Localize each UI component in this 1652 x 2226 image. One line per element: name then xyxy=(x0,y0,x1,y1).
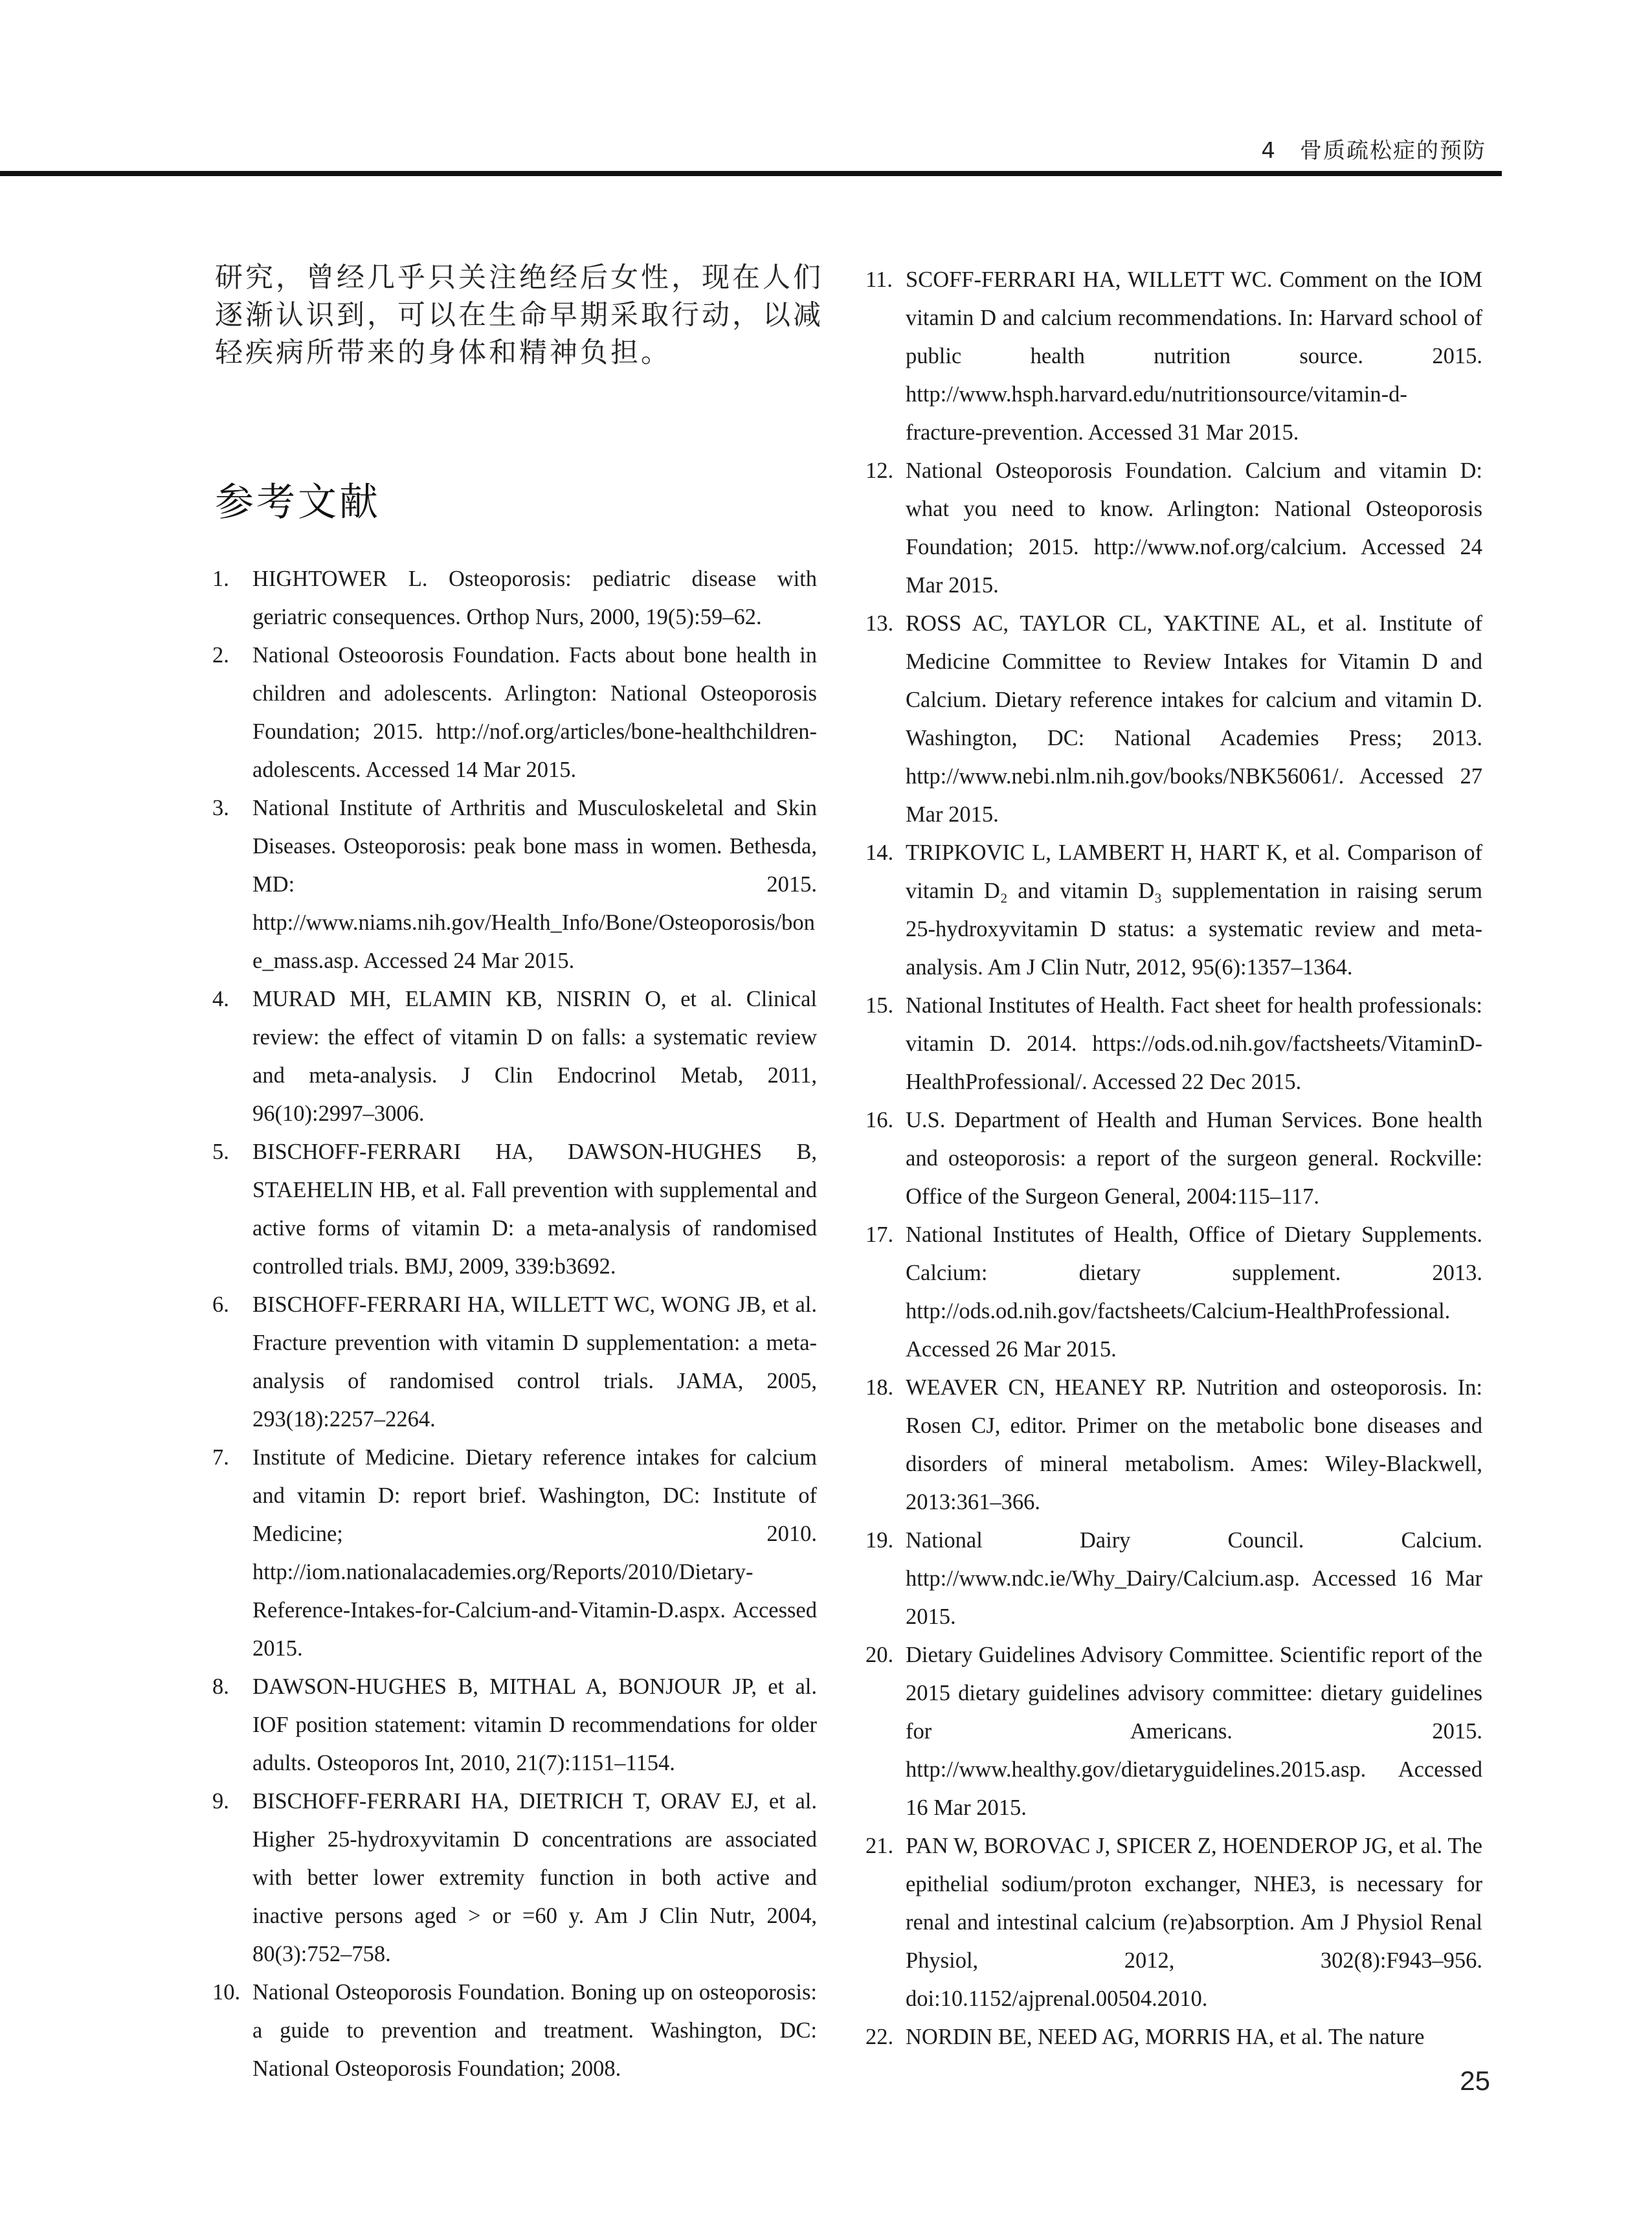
reference-text: ROSS AC, TAYLOR CL, YAKTINE AL, et al. Institute of Medicine Committee to Review Intakes for Vitamin D and Calcium. Dietary reference intakes for calcium and vitamin D. Washington, DC: National Academies Press; 2013. http://www.nebi.nlm.nih.gov/books/NBK56061/. Accessed 27 Mar 2015. xyxy=(906,611,1482,827)
reference-number: 16. xyxy=(865,1108,894,1132)
reference-number: 18. xyxy=(865,1375,894,1400)
reference-item xyxy=(212,1286,817,1439)
reference-item xyxy=(212,1133,817,1286)
reference-number: 8. xyxy=(212,1674,229,1699)
reference-text: National Osteoporosis Foundation. Calcium and vitamin D: what you need to know. Arlington: National Osteoporosis Foundation; 2015. http://www.nof.org/calcium. Accessed 24 Mar 2015. xyxy=(906,458,1482,598)
reference-item xyxy=(865,987,1482,1101)
reference-text: National Institutes of Health. Fact sheet for health professionals: vitamin D. 2014. https://ods.od.nih.gov/factsheets/VitaminD-HealthProfessional/. Accessed 22 Dec 2015. xyxy=(906,993,1482,1094)
reference-text: MURAD MH, ELAMIN KB, NISRIN O, et al. Clinical review: the effect of vitamin D on falls: a systematic review and meta-analysis. J Clin Endocrinol Metab, 2011, 96(10):2997–3006. xyxy=(252,987,817,1126)
reference-text: SCOFF-FERRARI HA, WILLETT WC. Comment on the IOM vitamin D and calcium recommendations. In: Harvard school of public health nutrition source. 2015. http://www.hsph.harvard.edu/nutritionsource/vitamin-d-fracture-prevention. Accessed 31 Mar 2015. xyxy=(906,267,1482,445)
reference-item xyxy=(865,261,1482,452)
reference-item xyxy=(212,636,817,789)
header-rule xyxy=(0,171,1502,176)
reference-number: 15. xyxy=(865,993,894,1018)
reference-number: 6. xyxy=(212,1292,229,1317)
reference-item xyxy=(865,2018,1482,2056)
reference-text: BISCHOFF-FERRARI HA, DAWSON-HUGHES B, STAEHELIN HB, et al. Fall prevention with supplemental and active forms of vitamin D: a meta-analysis of randomised controlled trials. BMJ, 2009, 339:b3692. xyxy=(252,1140,817,1279)
reference-item xyxy=(865,452,1482,605)
reference-number: 13. xyxy=(865,611,894,636)
reference-number: 21. xyxy=(865,1834,894,1858)
intro-line: 逐渐认识到，可以在生命早期采取行动，以减 xyxy=(215,299,823,332)
intro-line: 轻疾病所带来的身体和精神负担。 xyxy=(215,337,671,369)
reference-text: NORDIN BE, NEED AG, MORRIS HA, et al. The nature xyxy=(906,2025,1425,2049)
reference-text: National Dairy Council. Calcium. http://www.ndc.ie/Why_Dairy/Calcium.asp. Accessed 16 Mar 2015. xyxy=(906,1528,1482,1629)
reference-item xyxy=(865,1216,1482,1369)
reference-item xyxy=(865,605,1482,834)
reference-item xyxy=(865,834,1482,987)
reference-number: 20. xyxy=(865,1643,894,1667)
page-number: 25 xyxy=(1460,2065,1490,2096)
reference-text: PAN W, BOROVAC J, SPICER Z, HOENDEROP JG, et al. The epithelial sodium/proton exchanger, NHE3, is necessary for renal and intestinal calcium (re)absorption. Am J Physiol Renal Physiol, 2012, 302(8):F943–956. doi:10.1152/ajprenal.00504.2010. xyxy=(906,1834,1482,2011)
reference-text: Institute of Medicine. Dietary reference intakes for calcium and vitamin D: report brief. Washington, DC: Institute of Medicine; 2010. http://iom.nationalacademies.org/Reports/2010/Dietary-Reference-Intakes-for-Calcium-and-Vitamin-D.aspx. Accessed 2015. xyxy=(252,1445,817,1661)
reference-number: 3. xyxy=(212,796,229,820)
reference-text: DAWSON-HUGHES B, MITHAL A, BONJOUR JP, et al. IOF position statement: vitamin D recommendations for older adults. Osteoporos Int, 2010, 21(7):1151–1154. xyxy=(252,1674,817,1775)
reference-item xyxy=(865,1827,1482,2018)
reference-item xyxy=(865,1101,1482,1216)
reference-number: 19. xyxy=(865,1528,894,1553)
reference-item xyxy=(212,1782,817,1973)
reference-item xyxy=(212,1439,817,1668)
chapter-header: 4 骨质疏松症的预防 xyxy=(1261,138,1486,164)
reference-number: 2. xyxy=(212,643,229,668)
reference-text: BISCHOFF-FERRARI HA, WILLETT WC, WONG JB, et al. Fracture prevention with vitamin D supplementation: a meta-analysis of randomised control trials. JAMA, 2005, 293(18):2257–2264. xyxy=(252,1292,817,1432)
reference-number: 7. xyxy=(212,1445,229,1470)
reference-list-right xyxy=(865,261,1482,2056)
reference-text: National Osteoorosis Foundation. Facts about bone health in children and adolescents. Arlington: National Osteoporosis Foundation; 2015. http://nof.org/articles/bone-healthchildren-adolescents. Accessed 14 Mar 2015. xyxy=(252,643,817,782)
reference-list-left xyxy=(212,560,817,2088)
reference-text: National Institutes of Health, Office of Dietary Supplements. Calcium: dietary supplement. 2013. http://ods.od.nih.gov/factsheets/Calcium-HealthProfessional. Accessed 26 Mar 2015. xyxy=(906,1222,1482,1362)
reference-text: U.S. Department of Health and Human Services. Bone health and osteoporosis: a report of the surgeon general. Rockville: Office of the Surgeon General, 2004:115–117. xyxy=(906,1108,1482,1209)
reference-text: National Institute of Arthritis and Musculoskeletal and Skin Diseases. Osteoporosis: peak bone mass in women. Bethesda, MD: 2015. http://www.niams.nih.gov/Health_Info/Bone/Osteoporosis/bone_mass.asp. Accessed 24 Mar 2015. xyxy=(252,796,817,973)
reference-item xyxy=(212,980,817,1133)
reference-number: 14. xyxy=(865,840,894,865)
reference-item xyxy=(212,1668,817,1782)
reference-number: 5. xyxy=(212,1140,229,1164)
reference-number: 17. xyxy=(865,1222,894,1247)
reference-item xyxy=(212,1973,817,2088)
reference-item xyxy=(865,1636,1482,1827)
reference-number: 22. xyxy=(865,2025,894,2049)
reference-number: 1. xyxy=(212,567,229,591)
reference-text: National Osteoporosis Foundation. Boning up on osteoporosis: a guide to prevention and treatment. Washington, DC: National Osteoporosis Foundation; 2008. xyxy=(252,1980,817,2081)
reference-text: BISCHOFF-FERRARI HA, DIETRICH T, ORAV EJ, et al. Higher 25-hydroxyvitamin D concentrations are associated with better lower extremity function in both active and inactive persons aged > or =60 y. Am J Clin Nutr, 2004, 80(3):752–758. xyxy=(252,1789,817,1966)
intro-paragraph xyxy=(215,259,823,372)
reference-item xyxy=(865,1522,1482,1636)
reference-number: 4. xyxy=(212,987,229,1011)
reference-item xyxy=(212,789,817,980)
reference-item xyxy=(212,560,817,636)
reference-number: 10. xyxy=(212,1980,241,2005)
intro-line: 研究，曾经几乎只关注绝经后女性，现在人们 xyxy=(215,262,823,294)
reference-text: WEAVER CN, HEANEY RP. Nutrition and osteoporosis. In: Rosen CJ, editor. Primer on the metabolic bone diseases and disorders of mineral metabolism. Ames: Wiley-Blackwell, 2013:361–366. xyxy=(906,1375,1482,1514)
reference-text: Dietary Guidelines Advisory Committee. Scientific report of the 2015 dietary guidelines advisory committee: dietary guidelines for Americans. 2015. http://www.healthy.gov/dietaryguidelines.2015.asp. Accessed 16 Mar 2015. xyxy=(906,1643,1482,1820)
reference-number: 9. xyxy=(212,1789,229,1814)
references-heading: 参考文献 xyxy=(215,480,381,525)
reference-text: HIGHTOWER L. Osteoporosis: pediatric disease with geriatric consequences. Orthop Nurs, 2000, 19(5):59–62. xyxy=(252,567,817,629)
reference-number: 12. xyxy=(865,458,894,483)
reference-item xyxy=(865,1369,1482,1522)
reference-number: 11. xyxy=(865,267,893,292)
reference-text: TRIPKOVIC L, LAMBERT H, HART K, et al. Comparison of vitamin D₂ and vitamin D₃ supplementation in raising serum 25-hydroxyvitamin D status: a systematic review and meta-analysis. Am J Clin Nutr, 2012, 95(6):1357–1364. xyxy=(906,840,1482,980)
